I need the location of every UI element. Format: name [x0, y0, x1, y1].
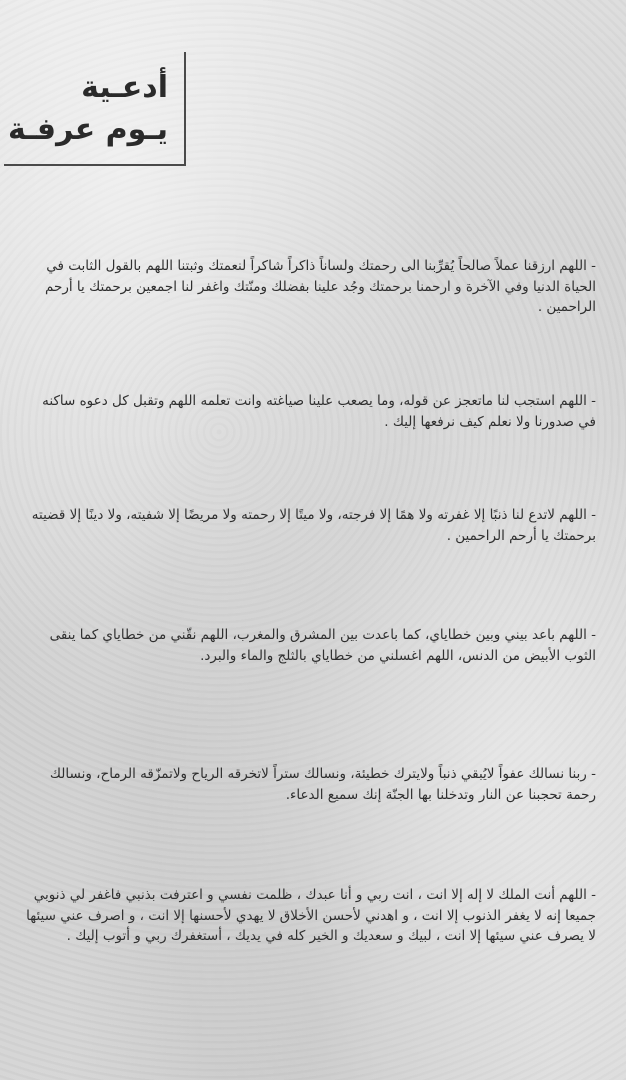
title-frame	[4, 52, 186, 166]
prayer-paragraph-3: - اللهم لاتدع لنا ذنبًا إلا غفرته ولا همًا إلا فرجته، ولا ميتًا إلا رحمته ولا مريضًا إلا شفيته، ولا دينًا إلا قضيته برحمتك يا أرحم الراحمين .	[31, 507, 596, 544]
prayer-paragraph-6: - اللهم أنت الملك لا إله إلا انت ، انت ربي و أنا عبدك ، ظلمت نفسي و اعترفت بذنبي فاغفر لي ذنوبي جميعا إنه لا يغفر الذنوب إلا انت ، و اهدني لأحسن الأخلاق لا يهدي لأحسنها إلا انت ، و اصرف عني سيئها لا يصرف عني سيئها إلا انت ، لبيك و سعديك و الخير كله في يديك ، أستغفرك ربي و أتوب إليك .	[26, 887, 596, 944]
prayer-paragraph-1: - اللهم ارزقنا عملاً صالحاً يُقرِّبنا الى رحمتك ولساناً ذاكراً شاكراً لنعمتك وثبتنا اللهم بالقول الثابت في الحياة الدنيا وفي الآخرة و ارحمنا برحمتك وجُد علينا بفضلك ومنّتك واغفر لنا اجمعين برحمتك يا أرحم الراحمين .	[45, 258, 596, 315]
prayer-paragraph-2: - اللهم استجب لنا ماتعجز عن قوله، وما يصعب علينا صياغته وانت تعلمه اللهم وتقبل كل دعوه ساكنه في صدورنا ولا نعلم كيف نرفعها إليك .	[42, 393, 596, 430]
prayer-paragraph-5: - ربنا نسالك عفواً لايُبقي ذنباً ولايترك خطيئة، ونسالك ستراً لاتخرقه الرياح ولاتمزّقه الرماح، ونسالك رحمة تحجبنا عن النار وتدخلنا بها الجنّة إنك سميع الدعاء.	[49, 766, 596, 803]
prayer-paragraph-4: - اللهم باعد بيني وبين خطاياي، كما باعدت بين المشرق والمغرب، اللهم نقّني من خطاياي كما ينقى الثوب الأبيض من الدنس، اللهم اغسلني من خطاياي بالثلج والماء والبرد.	[49, 627, 596, 664]
page-title-line-2: يـوم عرفـة	[7, 112, 168, 147]
page-title-line-1: أدعـية	[81, 70, 168, 105]
